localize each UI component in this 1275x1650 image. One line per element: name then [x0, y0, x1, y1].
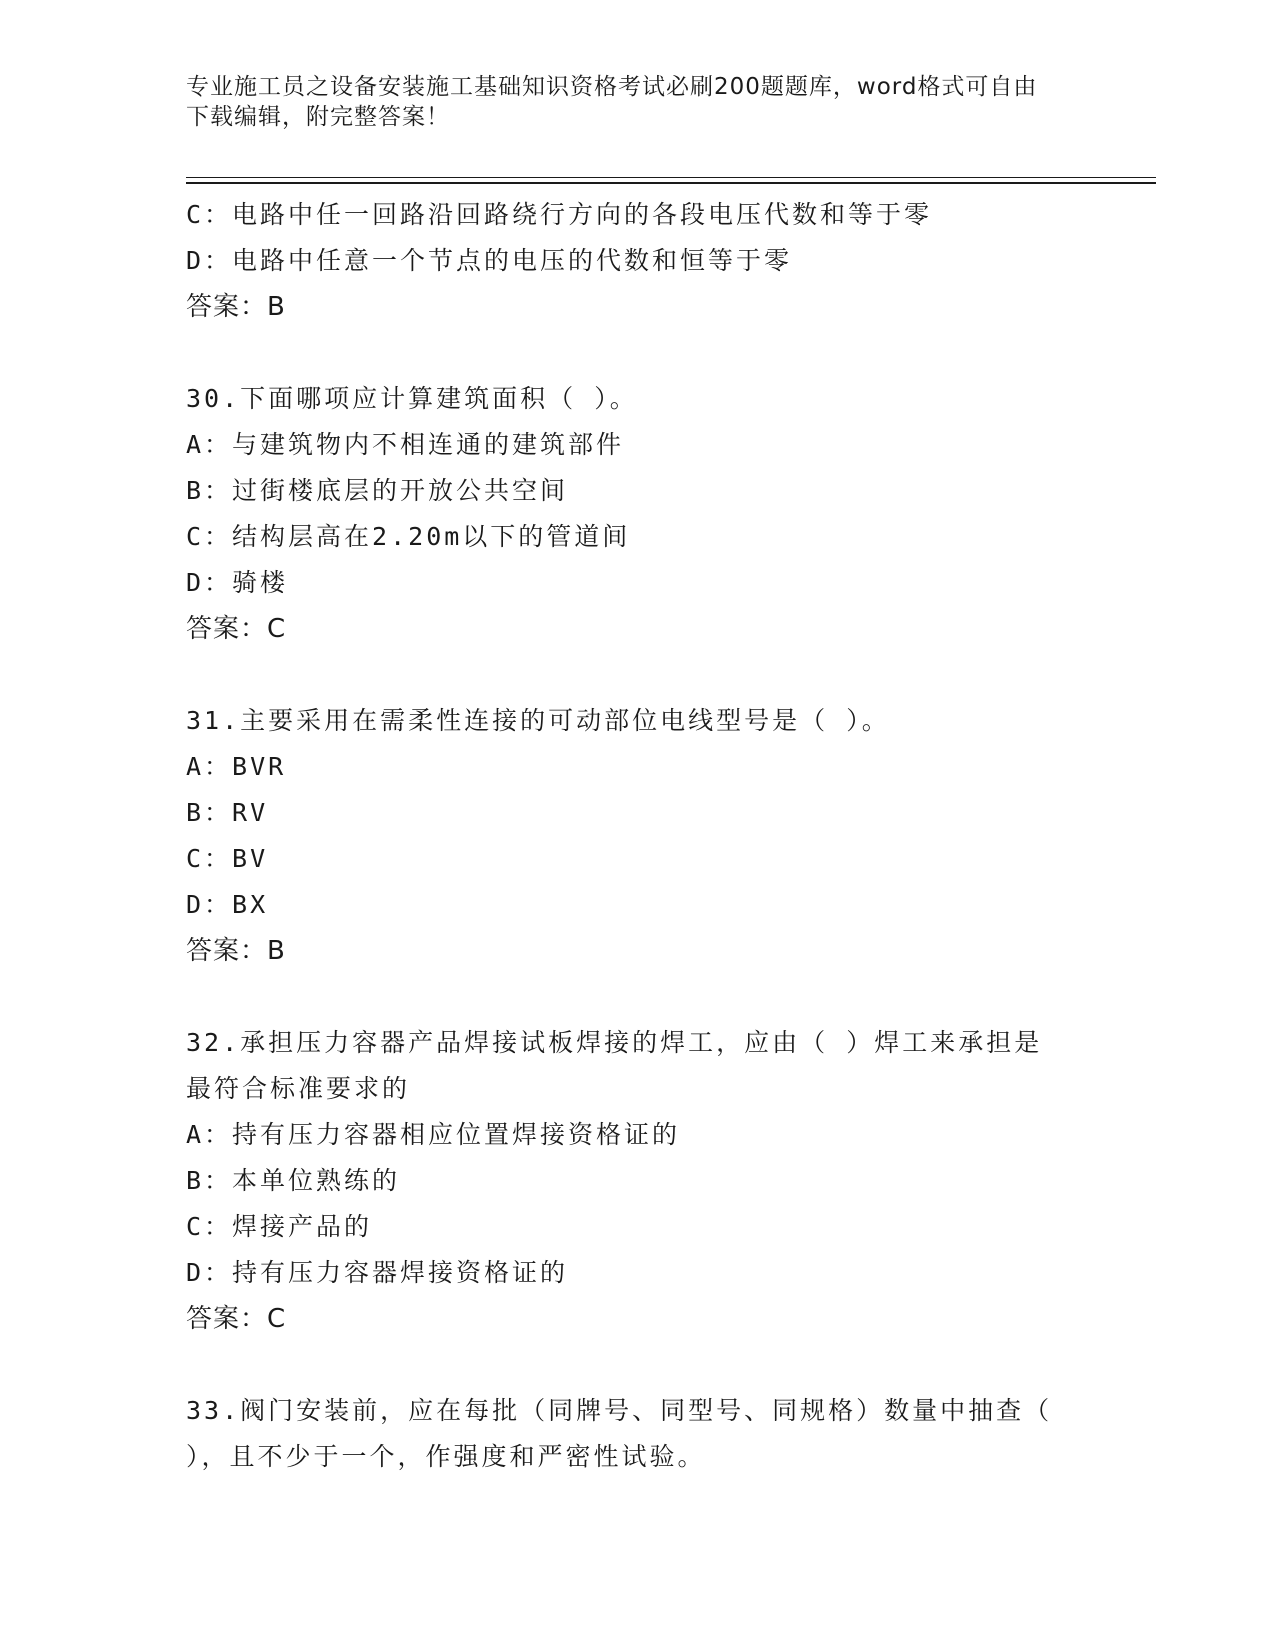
option-a: A：持有压力容器相应位置焊接资格证的: [186, 1120, 681, 1149]
option-d: D：电路中任意一个节点的电压的代数和恒等于零: [186, 246, 793, 275]
question-stem-continued: 最符合标准要求的: [186, 1074, 411, 1103]
option-c: C：焊接产品的: [186, 1212, 373, 1241]
option-a: A：BVR: [186, 752, 287, 781]
question-33: [186, 1388, 1086, 1480]
answer: 答案：B: [186, 936, 286, 966]
header-title-line-1: 专业施工员之设备安装施工基础知识资格考试必刷200题题库，word格式可自由: [186, 74, 1038, 100]
option-d: D：骑楼: [186, 568, 289, 597]
answer: 答案：C: [186, 614, 287, 644]
question-stem: 33.阀门安装前，应在每批（同牌号、同型号、同规格）数量中抽查（: [186, 1396, 1053, 1425]
question-stem: 30.下面哪项应计算建筑面积（ ）。: [186, 384, 638, 413]
document-header: [186, 72, 1066, 132]
option-c: C：BV: [186, 844, 269, 873]
option-b: B：本单位熟练的: [186, 1166, 401, 1195]
option-d: D：持有压力容器焊接资格证的: [186, 1258, 569, 1287]
header-title-line-2: 下载编辑，附完整答案！: [186, 104, 450, 130]
option-a: A：与建筑物内不相连通的建筑部件: [186, 430, 625, 459]
option-b: B：过街楼底层的开放公共空间: [186, 476, 569, 505]
option-c: C：结构层高在2.20m以下的管道间: [186, 522, 631, 551]
header-rule-thick: [186, 182, 1156, 184]
answer: 答案：C: [186, 1304, 287, 1334]
question-stem-continued: ），且不少于一个，作强度和严密性试验。: [186, 1442, 706, 1471]
question-32: [186, 1020, 1086, 1342]
option-d: D：BX: [186, 890, 269, 919]
question-stem: 31.主要采用在需柔性连接的可动部位电线型号是（ ）。: [186, 706, 890, 735]
document-body: [186, 192, 1086, 1480]
option-c: C：电路中任一回路沿回路绕行方向的各段电压代数和等于零: [186, 200, 933, 229]
answer: 答案：B: [186, 292, 286, 322]
option-b: B：RV: [186, 798, 269, 827]
question-31: [186, 698, 1086, 974]
question-30: [186, 376, 1086, 652]
question-stem: 32.承担压力容器产品焊接试板焊接的焊工，应由（ ）焊工来承担是: [186, 1028, 1043, 1057]
header-rule-thin: [186, 177, 1156, 178]
continued-question: [186, 192, 1086, 330]
